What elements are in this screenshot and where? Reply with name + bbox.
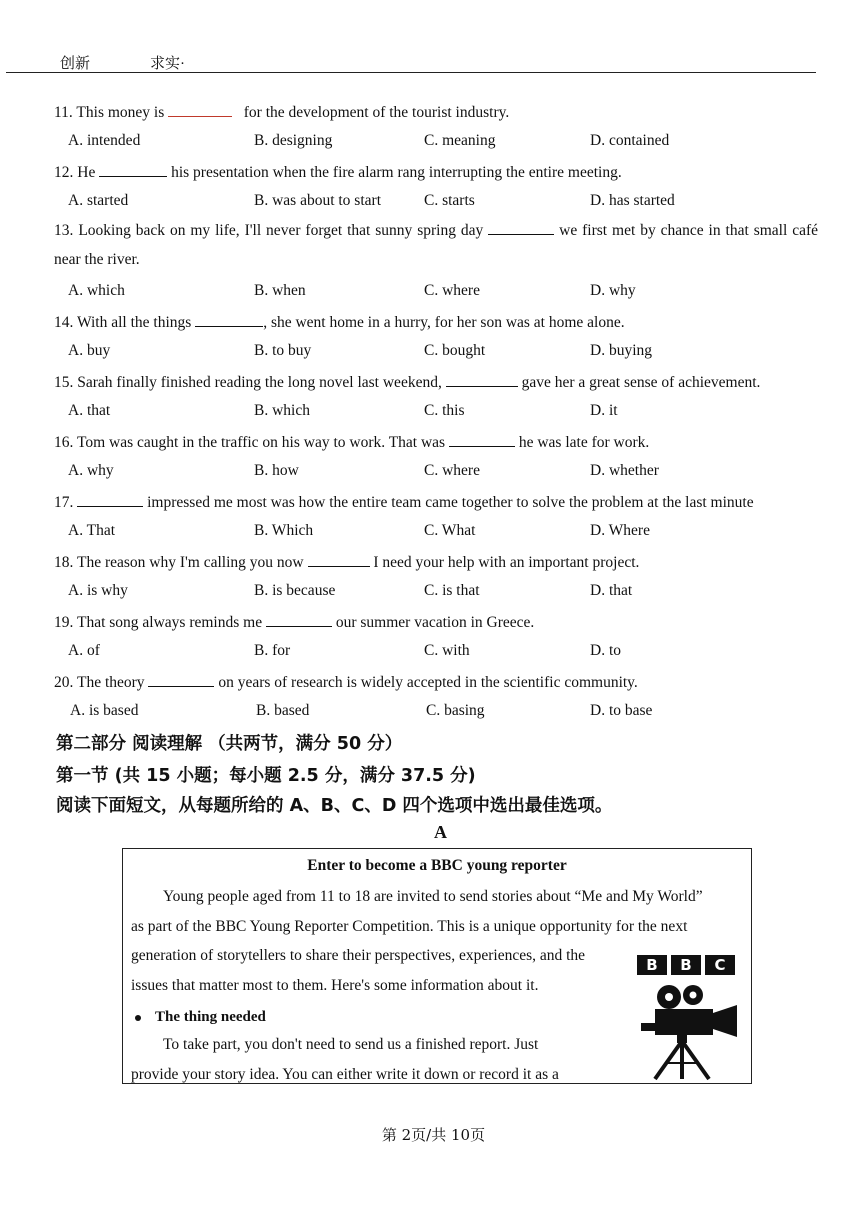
- question-12: 12. He his presentation when the fire alarm rang interrupting the entire meeting.: [54, 164, 622, 181]
- question-11: 11. This money is for the development of the tourist industry.: [54, 104, 510, 121]
- option-a: A. that: [68, 402, 111, 419]
- option-d: D. whether: [590, 462, 659, 479]
- passage-box: [122, 848, 752, 1084]
- option-c: C. basing: [426, 702, 485, 719]
- question-13: 13. Looking back on my life, I'll never forget that sunny spring day we first met by chance in that small café near the river.: [54, 222, 819, 268]
- question-20: 20. The theory on years of research is widely accepted in the scientific community.: [54, 674, 638, 691]
- option-a: A. is based: [70, 702, 139, 719]
- part-two-heading: 第二部分 阅读理解 （共两节，满分 50 分）: [56, 734, 403, 754]
- answer-blank: [449, 432, 515, 447]
- answer-blank: [168, 102, 232, 117]
- option-d: D. that: [590, 582, 633, 599]
- option-b: B. when: [254, 282, 306, 299]
- passage-title: Enter to become a BBC young reporter: [307, 857, 567, 874]
- bbc-letter: C: [705, 955, 735, 975]
- bbc-letter: B: [671, 955, 701, 975]
- option-d: D. buying: [590, 342, 652, 359]
- option-c: C. What: [424, 522, 476, 539]
- option-b: B. was about to start: [254, 192, 381, 209]
- option-b: B. Which: [254, 522, 314, 539]
- option-c: C. this: [424, 402, 465, 419]
- option-a: A. of: [68, 642, 100, 659]
- option-d: D. to base: [590, 702, 653, 719]
- question-17: 17. impressed me most was how the entire team came together to solve the problem at the last minute: [54, 494, 754, 511]
- answer-blank: [488, 220, 554, 235]
- option-d: D. to: [590, 642, 621, 659]
- option-d: D. Where: [590, 522, 650, 539]
- option-c: C. starts: [424, 192, 475, 209]
- passage-label: A: [434, 822, 447, 842]
- option-a: A. which: [68, 282, 125, 299]
- bullet-heading: The thing needed: [135, 1009, 266, 1026]
- question-16: 16. Tom was caught in the traffic on his way to work. That was he was late for work.: [54, 434, 650, 451]
- option-b: B. for: [254, 642, 291, 659]
- page-footer: 第 2页/共 10页: [381, 1126, 486, 1144]
- option-a: A. intended: [68, 132, 141, 149]
- option-a: A. why: [68, 462, 114, 479]
- option-c: C. is that: [424, 582, 480, 599]
- answer-blank: [77, 492, 143, 507]
- reading-instruction: 阅读下面短文，从每题所给的 A、B、C、D 四个选项中选出最佳选项。: [56, 796, 613, 816]
- option-c: C. where: [424, 282, 480, 299]
- option-d: D. has started: [590, 192, 675, 209]
- bullet-dot: [135, 1015, 141, 1021]
- answer-blank: [195, 312, 263, 327]
- answer-blank: [148, 672, 214, 687]
- page-header: [0, 0, 867, 80]
- option-b: B. is because: [254, 582, 336, 599]
- option-b: B. which: [254, 402, 310, 419]
- option-b: B. to buy: [254, 342, 312, 359]
- option-a: A. buy: [68, 342, 111, 359]
- question-15: 15. Sarah finally finished reading the long novel last weekend, gave her a great sense of achievement.: [54, 374, 761, 391]
- option-c: C. with: [424, 642, 470, 659]
- option-d: D. contained: [590, 132, 670, 149]
- option-d: D. it: [590, 402, 618, 419]
- option-c: C. meaning: [424, 132, 496, 149]
- option-a: A. started: [68, 192, 129, 209]
- answer-blank: [446, 372, 518, 387]
- option-c: C. where: [424, 462, 480, 479]
- film-camera-icon: [637, 983, 745, 1081]
- passage-paragraph-2: To take part, you don't need to send us a finished report. Just provide your story idea. You can either write it down or record it as a: [131, 1036, 559, 1083]
- answer-blank: [99, 162, 167, 177]
- answer-blank: [266, 612, 332, 627]
- option-a: A. That: [68, 522, 116, 539]
- answer-blank: [308, 552, 370, 567]
- option-b: B. how: [254, 462, 299, 479]
- section-one-heading: 第一节 (共 15 小题；每小题 2.5 分，满分 37.5 分): [56, 766, 476, 786]
- option-d: D. why: [590, 282, 636, 299]
- question-19: 19. That song always reminds me our summer vacation in Greece.: [54, 614, 535, 631]
- option-c: C. bought: [424, 342, 486, 359]
- header-right: 求实·: [150, 56, 185, 72]
- option-b: B. designing: [254, 132, 333, 149]
- question-18: 18. The reason why I'm calling you now I need your help with an important project.: [54, 554, 640, 571]
- option-b: B. based: [256, 702, 310, 719]
- passage-paragraph-1: Young people aged from 11 to 18 are invited to send stories about “Me and My World” as part of the BBC Young Reporter Competition. This is a unique opportunity for the next generation of storytellers to share their perspectives, experiences, and the issues that matter most to them. Here's some information about it.: [131, 888, 703, 994]
- header-rule: [6, 72, 816, 73]
- bbc-logo: [637, 955, 745, 1081]
- option-a: A. is why: [68, 582, 128, 599]
- question-14: 14. With all the things , she went home in a hurry, for her son was at home alone.: [54, 314, 625, 331]
- bbc-letter: B: [637, 955, 667, 975]
- header-left: 创新: [60, 56, 91, 72]
